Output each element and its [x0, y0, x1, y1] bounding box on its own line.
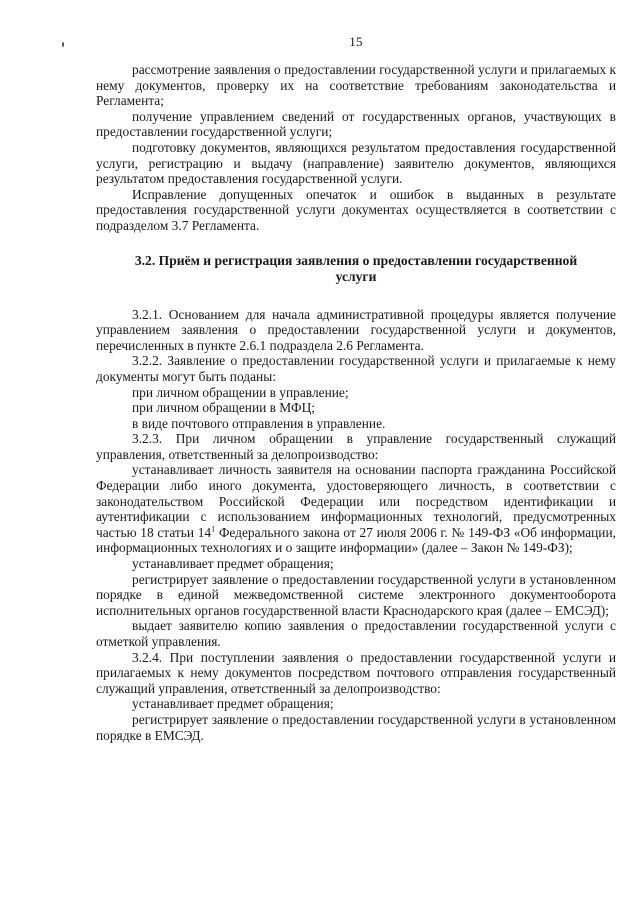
paragraph: регистрирует заявление о предоставлении государственной услуги в установленном порядке в ЕМСЭД.	[96, 711, 616, 743]
document-page	[96, 34, 616, 743]
paragraph: рассмотрение заявления о предоставлении государственной услуги и прилагаемых к нему документов, проверку их на соответствие требованиям законодательства и Регламента;	[96, 62, 616, 109]
section-heading: 3.2. Приём и регистрация заявления о предоставлении государственной услуги	[134, 252, 578, 285]
paragraph: 3.2.2. Заявление о предоставлении государственной услуги и прилагаемые к нему документы могут быть поданы:	[96, 353, 616, 384]
list-item: в виде почтового отправления в управление.	[132, 415, 386, 431]
paragraph: устанавливает предмет обращения;	[132, 696, 334, 712]
paragraph: Исправление допущенных опечаток и ошибок в выданных в результате предоставления государственной услуги документах осуществляется в соответствии с подразделом 3.7 Регламента.	[96, 186, 616, 233]
scan-speck	[62, 42, 64, 47]
page-number: 15	[349, 34, 363, 49]
paragraph-text: Федерального закона от 27 июля 2006 г. № 149-ФЗ «Об информации, информационных технологиях и о защите информации» (далее – Закон № 149-ФЗ);	[96, 524, 616, 556]
list-item: при личном обращении в управление;	[132, 384, 349, 400]
paragraph: 3.2.4. При поступлении заявления о предоставлении государственной услуги и прилагаемых к нему документов посредством почтового отправления государственный служащий управления, ответственный за делопроизводство:	[96, 649, 616, 696]
paragraph: получение управлением сведений от государственных органов, участвующих в предоставлении государственной услуги;	[96, 108, 616, 140]
paragraph: регистрирует заявление о предоставлении государственной услуги в установленном порядке в единой межведомственной системе электронного документооборота исполнительных органов государственной власти Краснодарского края (далее – ЕМСЭД);	[96, 571, 616, 618]
footnote-superscript: 1	[211, 524, 216, 534]
paragraph: подготовку документов, являющихся результатом предоставления государственной услуги, регистрацию и выдачу (направление) заявителю документов, являющихся результатом предоставления государственной услуги.	[96, 139, 616, 187]
paragraph: выдает заявителю копию заявления о предоставлении государственной услуги с отметкой управления.	[96, 618, 616, 649]
paragraph: 3.2.3. При личном обращении в управление государственный служащий управления, ответственный за делопроизводство:	[96, 431, 616, 462]
paragraph: 3.2.1. Основанием для начала административной процедуры является получение управлением заявления о предоставлении государственной услуги и документов, перечисленных в пункте 2.6.1 подраздела 2.6 Регламента.	[96, 306, 616, 353]
paragraph-text: устанавливает личность заявителя на основании паспорта гражданина Российской Федерации либо иного документа, удостоверяющего личность, в соответствии с законодательством Российской Федерации или посредством идентификации и аутентификации с использованием информационных технологий, предусмотренных частью 18 статьи 14	[96, 462, 616, 540]
list-item: при личном обращении в МФЦ;	[132, 400, 316, 416]
paragraph: устанавливает предмет обращения;	[132, 556, 334, 572]
paragraph	[96, 462, 616, 556]
